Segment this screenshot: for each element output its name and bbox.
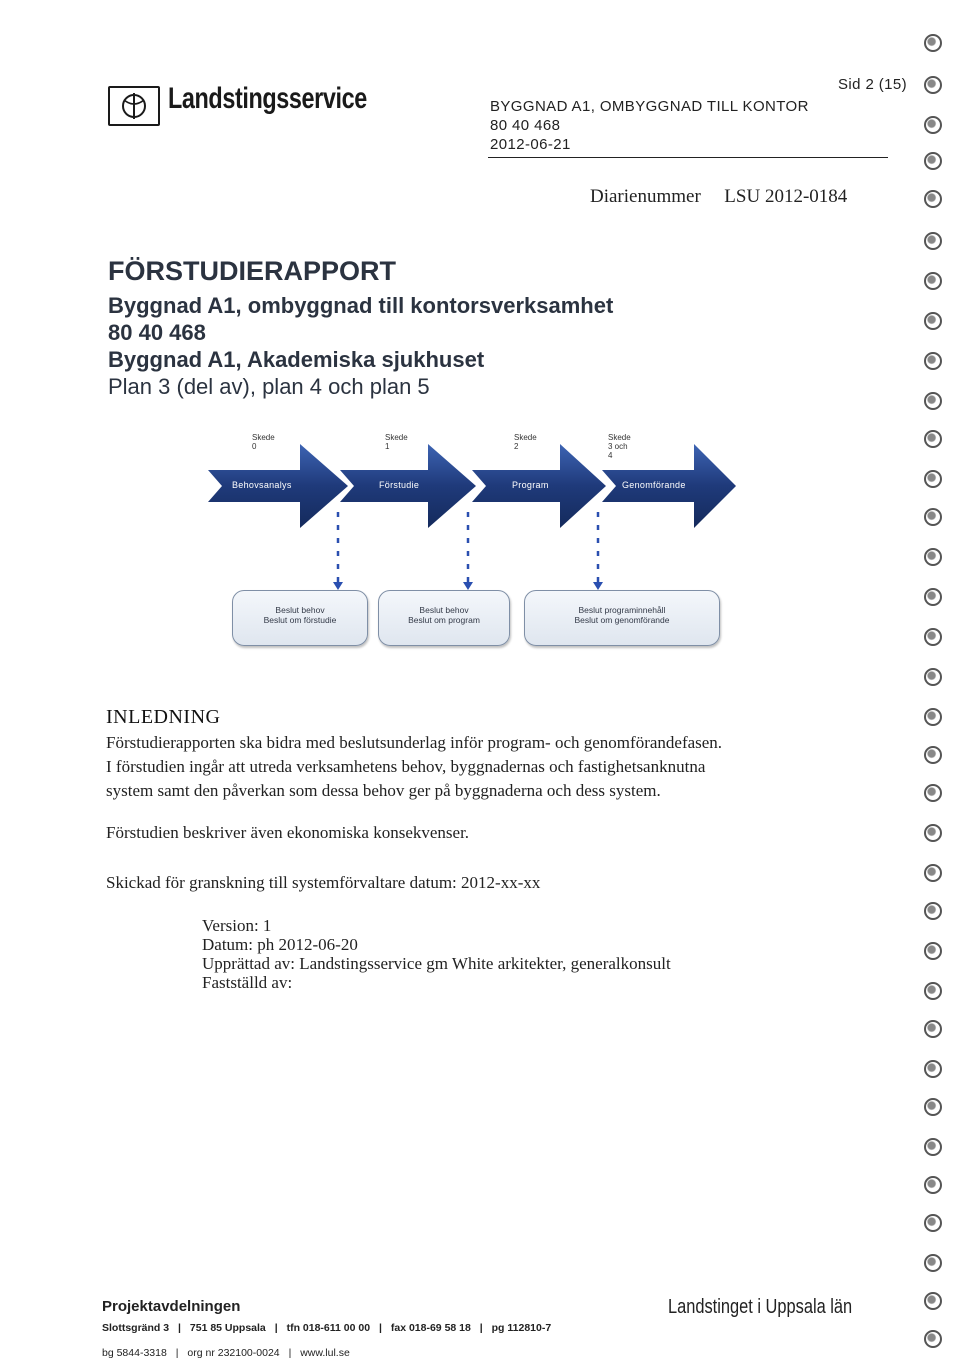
footer-address: Slottsgränd 3 (102, 1322, 170, 1334)
footer-bg: bg 5844-3318 (102, 1347, 167, 1359)
diarie-label: Diarienummer (590, 186, 701, 207)
version-block (202, 916, 671, 992)
decision-line: Beslut om förstudie (263, 615, 337, 625)
intro-line: I förstudien ingår att utreda verksamhetens behov, byggnadernas och fastighetsanknutna (106, 757, 706, 776)
footer-phone: tfn 018-611 00 00 (286, 1322, 371, 1334)
upprattad-av: Upprättad av: Landstingsservice gm White arkitekter, generalkonsult (202, 954, 671, 973)
arrow-label: Behovsanalys (232, 480, 292, 490)
title-line-3: Byggnad A1, Akademiska sjukhuset (108, 347, 485, 372)
doc-date: 2012-06-21 (490, 136, 571, 153)
page-number: Sid 2 (15) (838, 76, 908, 93)
arrow-label: Program (512, 480, 549, 490)
stage-label: Skede 3 och 4 (608, 433, 631, 460)
decision-line: Beslut behov (419, 605, 469, 615)
connector-arrowhead (463, 582, 473, 590)
title-line-1: Byggnad A1, ombyggnad till kontorsverksamhet (108, 293, 614, 318)
county-name: Landstinget i Uppsala län (668, 1296, 853, 1318)
decision-box (378, 590, 510, 646)
section-heading: INLEDNING (106, 706, 221, 728)
footer-registry-row: bg 5844-3318 | org nr 232100-0024 | www.lul.se (102, 1347, 350, 1359)
stage-label: Skede 1 (385, 433, 408, 451)
intro-paragraph: Förstudien beskriver även ekonomiska konsekvenser. (106, 823, 470, 842)
intro-paragraph: Skickad för granskning till systemförvaltare datum: 2012-xx-xx (106, 873, 541, 892)
brand-name: Landstingsservice (168, 82, 367, 115)
stage-label: Skede 0 (252, 433, 275, 451)
doc-number: 80 40 468 (490, 117, 561, 134)
header-divider (488, 157, 888, 158)
datum: Datum: ph 2012-06-20 (202, 935, 358, 954)
title-block (108, 256, 613, 400)
decision-box (232, 590, 368, 646)
title-line-2: 80 40 468 (108, 320, 206, 345)
diarie-number (590, 186, 847, 208)
footer-web[interactable]: www.lul.se (300, 1347, 350, 1359)
connector-arrowhead (593, 582, 603, 590)
footer-fax: fax 018-69 58 18 (390, 1322, 471, 1334)
decision-box (524, 590, 720, 646)
connectors (320, 510, 620, 594)
diarie-value: LSU 2012-0184 (724, 186, 848, 207)
report-title: FÖRSTUDIERAPPORT (108, 256, 397, 286)
faststalld-av: Fastställd av: (202, 973, 293, 992)
doc-title: BYGGNAD A1, OMBYGGNAD TILL KONTOR (490, 98, 809, 115)
decision-line: Beslut programinnehåll (578, 605, 666, 615)
logo-icon (108, 86, 160, 126)
footer-department: Projektavdelningen (102, 1298, 241, 1315)
decision-line: Beslut om genomförande (574, 615, 670, 625)
stage-label: Skede 2 (514, 433, 537, 451)
intro-line: system samt den påverkan som dessa behov ger på byggnaderna och dess system. (106, 781, 661, 800)
decision-line: Beslut om program (408, 615, 480, 625)
intro-line: Förstudierapporten ska bidra med beslutsunderlag inför program- och genomförandefasen. (106, 733, 723, 752)
connector-arrowhead (333, 582, 343, 590)
footer-org: org nr 232100-0024 (187, 1347, 280, 1359)
footer-pg: pg 112810-7 (491, 1322, 552, 1334)
footer-postal: 751 85 Uppsala (189, 1322, 266, 1334)
version: Version: 1 (202, 916, 272, 935)
title-line-4: Plan 3 (del av), plan 4 och plan 5 (108, 374, 430, 399)
decision-line: Beslut behov (275, 605, 325, 615)
footer-contact-row: Slottsgränd 3 | 751 85 Uppsala | tfn 018-611 00 00 | fax 018-69 58 18 | pg 112810-7 (102, 1322, 552, 1334)
arrow-label: Genomförande (622, 480, 686, 490)
arrow-label: Förstudie (379, 480, 420, 490)
